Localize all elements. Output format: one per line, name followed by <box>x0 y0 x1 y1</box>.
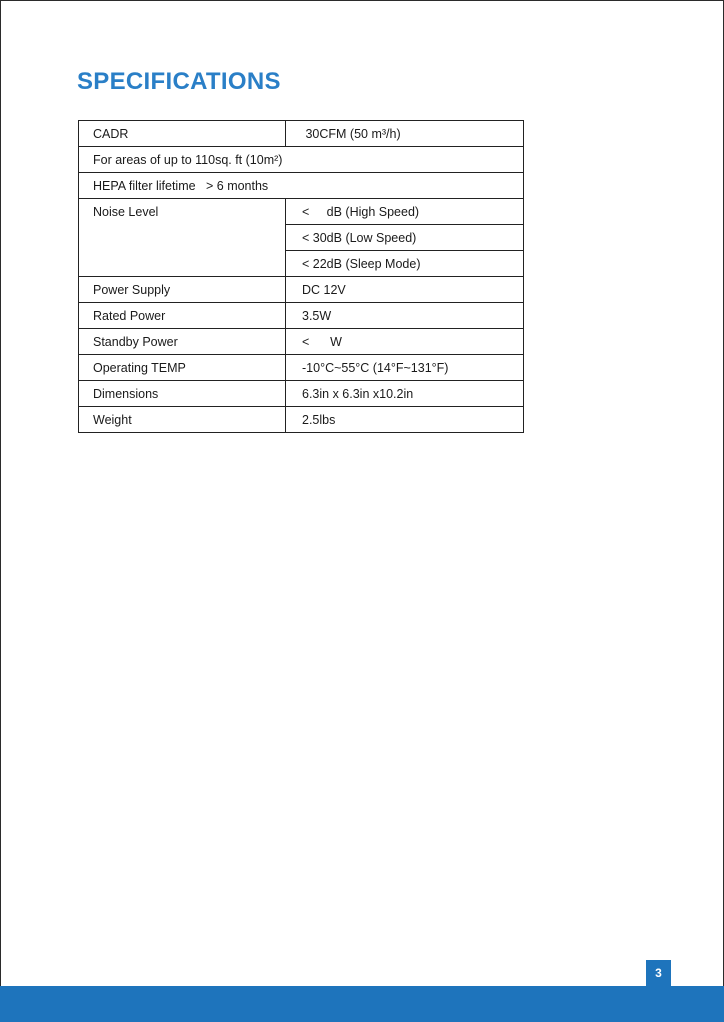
table-row <box>79 329 524 355</box>
table-row <box>79 355 524 381</box>
power-supply-value: DC 12V <box>286 277 524 303</box>
standby-power-value: < W <box>286 329 524 355</box>
cadr-value: 30CFM (50 m³/h) <box>286 121 524 147</box>
rated-power-value: 3.5W <box>286 303 524 329</box>
noise-sleep-mode: < 22dB (Sleep Mode) <box>286 251 524 277</box>
specifications-table <box>78 120 524 433</box>
table-row <box>79 147 524 173</box>
footer-bar <box>0 986 724 1022</box>
dimensions-value: 6.3in x 6.3in x10.2in <box>286 381 524 407</box>
coverage-area: For areas of up to 110sq. ft (10m²) <box>79 147 524 173</box>
weight-label: Weight <box>79 407 286 433</box>
table-row <box>79 303 524 329</box>
table-row <box>79 277 524 303</box>
cadr-label: CADR <box>79 121 286 147</box>
table-row <box>79 199 524 225</box>
table-row <box>79 121 524 147</box>
weight-value: 2.5lbs <box>286 407 524 433</box>
noise-low-speed: < 30dB (Low Speed) <box>286 225 524 251</box>
rated-power-label: Rated Power <box>79 303 286 329</box>
page-number: 3 <box>646 960 671 986</box>
table-row <box>79 173 524 199</box>
page-title: SPECIFICATIONS <box>77 68 281 95</box>
power-supply-label: Power Supply <box>79 277 286 303</box>
operating-temp-label: Operating TEMP <box>79 355 286 381</box>
table-row <box>79 381 524 407</box>
noise-high-speed: < dB (High Speed) <box>286 199 524 225</box>
operating-temp-value: -10°C~55°C (14°F~131°F) <box>286 355 524 381</box>
standby-power-label: Standby Power <box>79 329 286 355</box>
hepa-filter-lifetime: HEPA filter lifetime > 6 months <box>79 173 524 199</box>
table-row <box>79 407 524 433</box>
dimensions-label: Dimensions <box>79 381 286 407</box>
noise-level-label: Noise Level <box>79 199 286 277</box>
